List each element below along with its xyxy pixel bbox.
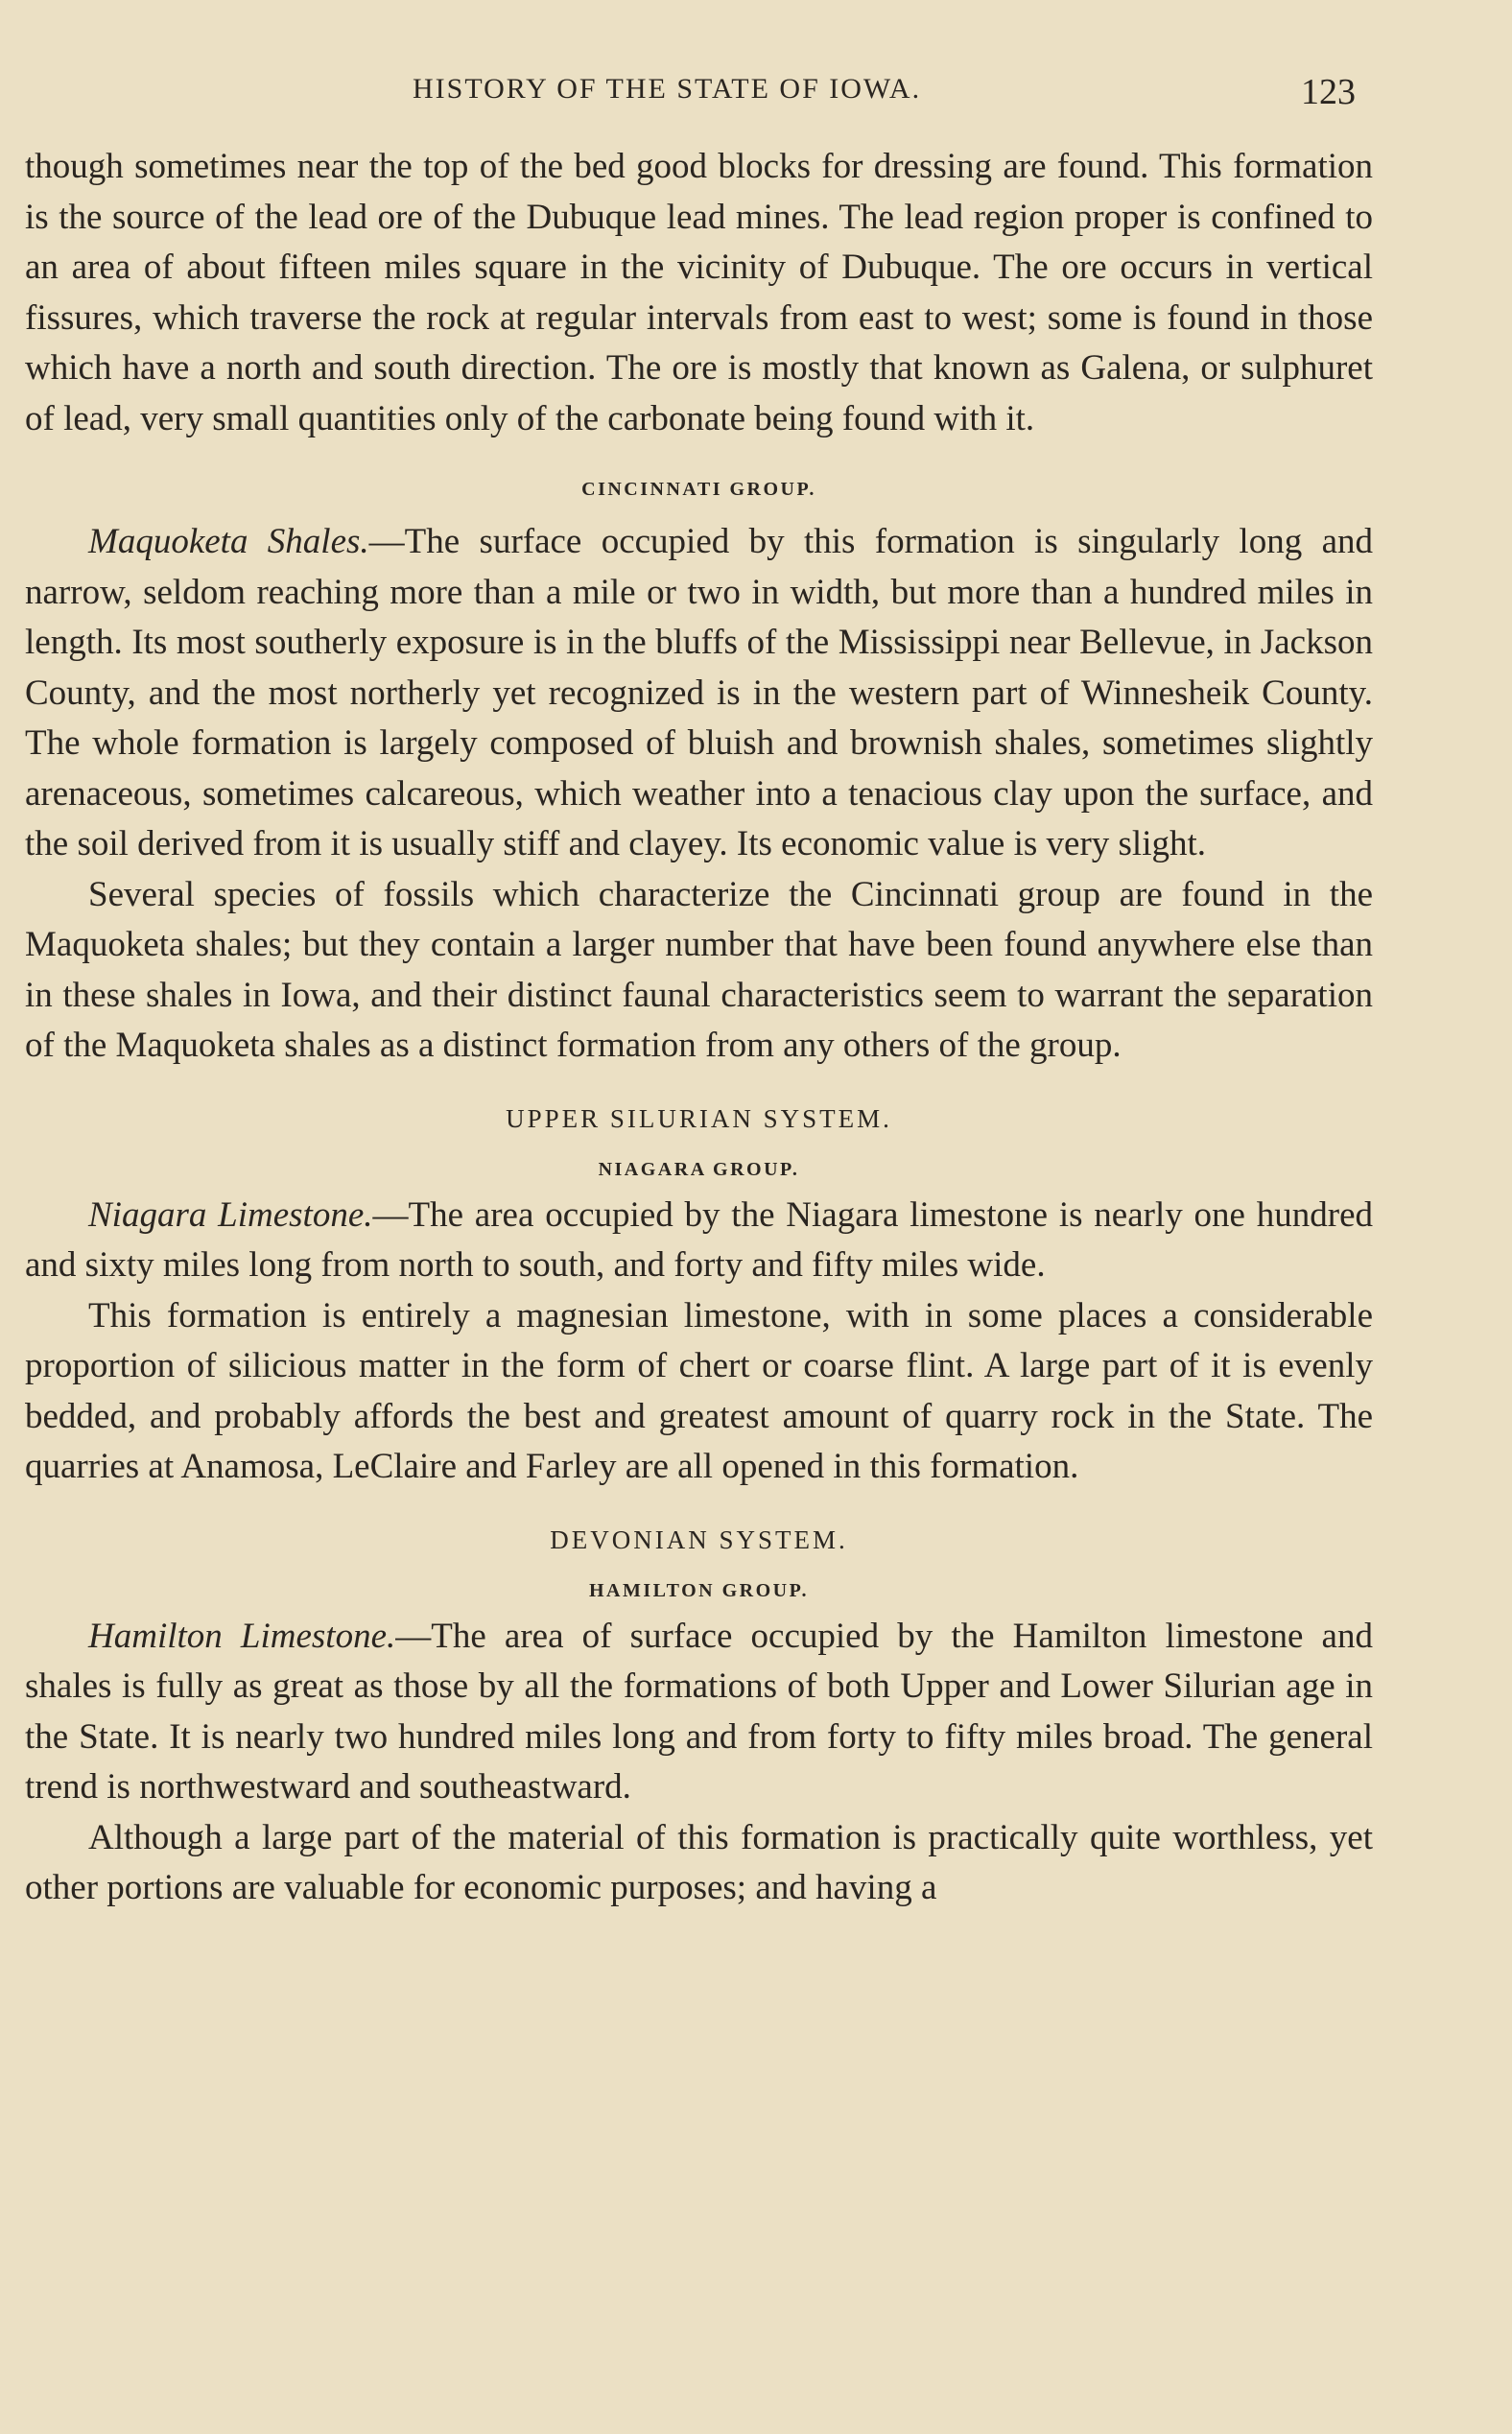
paragraph-hamilton-limestone-text: —The area of surface occupied by the Hamilton limestone and shales is fully as great as those by all the formations of both Upper and Lower Silurian age in the State. It is nearly two hundred miles long and from forty to fifty miles broad. The general trend is northwestward and southeastward.: [25, 1616, 1373, 1807]
heading-upper-silurian-system: UPPER SILURIAN SYSTEM.: [506, 1103, 892, 1133]
heading-hamilton-group: HAMILTON GROUP.: [588, 1579, 810, 1601]
running-head: [0, 73, 1512, 117]
heading-devonian-system: DEVONIAN SYSTEM.: [550, 1524, 848, 1554]
paragraph-maquoketa-shales: [25, 517, 1373, 870]
paragraph-niagara-limestone: [25, 1191, 1373, 1291]
paragraph-hamilton-limestone: [25, 1612, 1373, 1813]
paragraph-niagara-limestone-text: —The area occupied by the Niagara limestone is nearly one hundred and sixty miles long from north to south, and forty and fifty miles wide.: [25, 1194, 1373, 1285]
heading-cincinnati-group: CINCINNATI GROUP.: [581, 479, 816, 500]
page-number: 123: [1301, 72, 1356, 112]
lead-in-maquoketa-shales: Maquoketa Shales.: [88, 522, 369, 561]
paragraph-economic-purposes: Although a large part of the material of this formation is practically quite worthless, yet other portions are valuable for economic purposes; and having a: [25, 1817, 1373, 1907]
lead-in-hamilton-limestone: Hamilton Limestone.: [88, 1616, 396, 1656]
paragraph-magnesian-limestone: This formation is entirely a magnesian limestone, with in some places a considerable proportion of silicious matter in the form of chert or coarse flint. A large part of it is evenly bedded, and probably affords the best and greatest amount of quarry rock in the State. The quarries at Anamosa, LeClaire and Farley are all opened in this formation.: [25, 1295, 1373, 1486]
lead-in-niagara-limestone: Niagara Limestone.: [88, 1194, 373, 1235]
paragraph-cincinnati-fossils: Several species of fossils which characterize the Cincinnati group are found in the Maquoketa shales; but they contain a larger number that have been found anywhere else than in these shales in Iowa, and their distinct faunal characteristics seem to warrant the separation of the Maquoketa shales as a distinct formation from any others of the group.: [25, 874, 1373, 1065]
paragraph-maquoketa-shales-text: —The surface occupied by this formation is singularly long and narrow, seldom reaching more than a mile or two in width, but more than a hundred miles in length. Its most southerly exposure is in the bluffs of the Mississippi near Bellevue, in Jackson County, and the most northerly yet recognized is in the western part of Winnesheik County. The whole formation is largely composed of bluish and brownish shales, sometimes slightly arenaceous, sometimes calcareous, which weather into a tenacious clay upon the surface, and the soil derived from it is usually stiff and clayey. Its economic value is very slight.: [25, 522, 1373, 863]
body-text: [25, 142, 1373, 1914]
paragraph-galena-ore: though sometimes near the top of the bed good blocks for dressing are found. This formation is the source of the lead ore of the Dubuque lead mines. The lead region proper is confined to an area of about fifteen miles square in the vicinity of Dubuque. The ore occurs in vertical fissures, which traverse the rock at regular intervals from east to west; some is found in those which have a north and south direction. The ore is mostly that known as Galena, or sulphuret of lead, very small quantities only of the carbonate being found with it.: [25, 147, 1373, 438]
heading-niagara-group: NIAGARA GROUP.: [598, 1158, 800, 1180]
running-title: HISTORY OF THE STATE OF IOWA.: [413, 73, 922, 105]
